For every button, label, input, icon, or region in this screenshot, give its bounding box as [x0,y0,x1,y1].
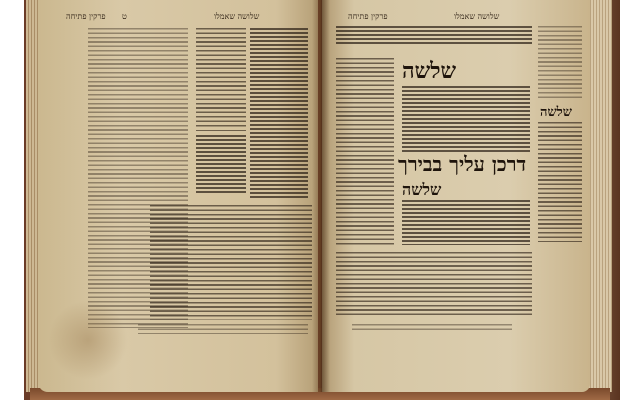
left-footer-line [138,324,308,334]
right-heading-margin: שלשה [540,105,572,120]
right-outer-margin-bottom [538,122,582,242]
left-running-head-outer: פרקין פתיחה [66,12,106,21]
left-divider-rule [196,130,246,131]
left-lower-text [150,205,312,320]
right-heading-top: שלשה [402,58,457,84]
right-running-head-outer: שלושה שאמלו [454,12,500,21]
right-commentary-column [336,58,394,246]
right-footer-line [352,324,512,332]
right-top-lines [336,26,532,46]
right-page [322,0,590,392]
right-main-text-top [402,86,530,152]
page-edges-right [588,0,612,392]
right-heading-main: דרכן עליך בבירך [398,152,527,176]
right-outer-margin-top [538,26,582,98]
left-inner-column-top [196,28,246,128]
right-running-head-inner: פרקין פתיחה [348,12,388,21]
right-lower-text [336,252,532,318]
left-page [38,0,318,392]
right-heading-second: שלשה [402,180,442,199]
left-inner-column-right [250,28,308,198]
age-stain [48,300,128,380]
left-page-number: ט [122,12,127,21]
left-running-head-inner: שלושה שאמלו [214,12,260,21]
left-inner-column-mid [196,135,246,195]
book-gutter [312,0,330,392]
right-main-text-mid [402,200,530,245]
